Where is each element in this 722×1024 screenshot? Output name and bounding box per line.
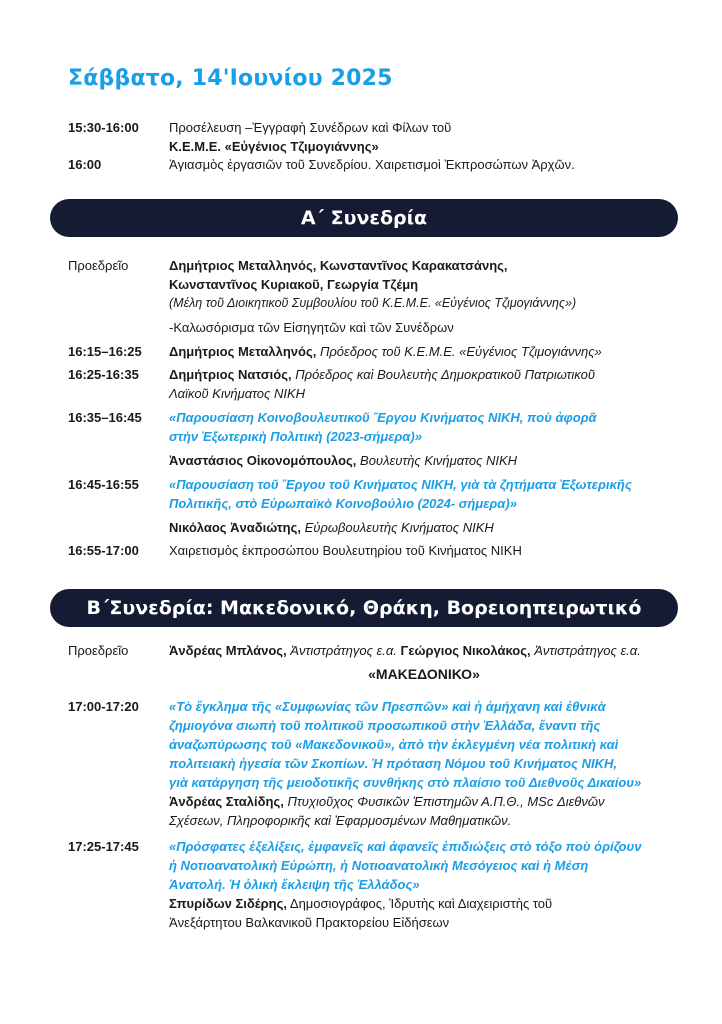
talk-title-line: «Πρόσφατες ἐξελίξεις, ἐμφανεῖς καὶ ἀφανεῖς ἐπιδιώξεις στὸ τόξο ποὺ ὁρίζουν — [169, 839, 642, 854]
speaker-role-cont: Λαϊκοῦ Κινήματος ΝΙΚΗ — [169, 386, 306, 401]
presidium-names-line1: Δημήτριος Μεταλληνός, Κωνσταντῖνος Καρακατσάνης, — [169, 258, 508, 273]
registration-text: Προσέλευση –Ἐγγραφὴ Συνέδρων καὶ Φίλων τοῦ — [169, 120, 452, 135]
time-label: 16:15–16:25 — [68, 344, 142, 359]
speaker-name: Ἀναστάσιος Οἰκονομόπουλος, — [169, 453, 357, 468]
speaker-role: Δημοσιογράφος, Ἱδρυτὴς καὶ Διαχειριστὴς τοῦ — [286, 896, 553, 911]
presidium-role: Ἀντιστράτηγος ε.α. — [530, 643, 641, 658]
time-label: 16:55-17:00 — [68, 543, 139, 558]
session-b-presidium — [68, 641, 678, 661]
schedule-row — [68, 697, 678, 832]
presidium-label: Προεδρεῖο — [68, 643, 129, 658]
session-a-presidium — [68, 256, 678, 316]
speaker-name: Δημήτριος Νατσιός, — [169, 367, 292, 382]
talk-title-line: πολιτειακὴ ἡγεσία τῶν Σκοπίων. Ἡ πρόταση Νόμου τοῦ Κινήματος ΝΙΚΗ, — [169, 756, 617, 771]
speaker-role-cont: Ἀνεξάρτητου Βαλκανικοῦ Πρακτορείου Εἰδήσεων — [169, 915, 450, 930]
talk-title-line1: «Παρουσίαση Κοινοβουλευτικοῦ Ἔργου Κινήματος ΝΙΚΗ, ποὺ ἀφορᾶ — [169, 410, 597, 425]
schedule-row — [68, 365, 678, 405]
presidium-note: (Μέλη τοῦ Διοικητικοῦ Συμβουλίου τοῦ Κ.Ε.Μ.Ε. «Εὐγένιος Τζιμογιάννης») — [169, 296, 577, 310]
time-label: 16:25-16:35 — [68, 367, 139, 382]
talk-title-line: «Τὸ ἔγκλημα τῆς «Συμφωνίας τῶν Πρεσπῶν» καὶ ἡ ἀμήχανη καὶ ἐθνικὰ — [169, 699, 606, 714]
session-a-header: Α΄ Συνεδρία — [50, 199, 678, 237]
speaker-name: Δημήτριος Μεταλληνός, — [169, 344, 317, 359]
schedule-row-blessing — [68, 155, 678, 175]
talk-title-line: ἀναζωπύρωσης τοῦ «Μακεδονικοῦ», ἀπὸ τὴν ἐκλεγμένη νέα πολιτικὴ καὶ — [169, 737, 619, 752]
welcome-text: -Καλωσόρισμα τῶν Εἰσηγητῶν καὶ τῶν Συνέδρων — [169, 320, 454, 335]
talk-title-line: γιὰ κατάργηση τῆς μειοδοτικῆς συνθήκης στὸ πλαίσιο τοῦ Διεθνοῦς Δικαίου» — [169, 775, 642, 790]
time-label: 16:35–16:45 — [68, 410, 142, 425]
welcome-row — [68, 318, 678, 338]
speaker-name: Σπυρίδων Σιδέρης, — [169, 896, 287, 911]
talk-title-line2: στὴν Ἐξωτερικὴ Πολιτικὴ (2023-σήμερα)» — [169, 429, 422, 444]
time-label: 15:30-16:00 — [68, 120, 139, 135]
time-label: 17:25-17:45 — [68, 839, 139, 854]
talk-title-line2: Πολιτικῆς, στὸ Εὐρωπαϊκὸ Κοινοβούλιο (2024- σήμερα)» — [169, 496, 517, 511]
presidium-label: Προεδρεῖο — [68, 258, 129, 273]
blessing-text: Ἁγιασμὸς ἐργασιῶν τοῦ Συνεδρίου. Χαιρετισμοὶ Ἐκπροσώπων Ἀρχῶν. — [169, 157, 575, 172]
schedule-row — [68, 541, 678, 561]
speaker-role: Πτυχιοῦχος Φυσικῶν Ἐπιστημῶν Α.Π.Θ., MSc Διεθνῶν — [283, 794, 605, 809]
talk-title-line1: «Παρουσίαση τοῦ Ἔργου τοῦ Κινήματος ΝΙΚΗ, γιὰ τὰ ζητήματα Ἐξωτερικῆς — [169, 477, 632, 492]
macedonian-subheading: «ΜΑΚΕΔΟΝΙΚΟ» — [368, 666, 480, 682]
subheading-row — [68, 665, 678, 685]
speaker-role: Πρόεδρος τοῦ Κ.Ε.Μ.Ε. «Εὐγένιος Τζιμογιάννης» — [316, 344, 602, 359]
talk-title-line: ἡ Νοτιοανατολικὴ Εὐρώπη, ἡ Νοτιοανατολικὴ Μεσόγειος καὶ ἡ Μέση — [169, 858, 589, 873]
time-label: 16:45-16:55 — [68, 477, 139, 492]
greeting-text: Χαιρετισμὸς ἐκπροσώπου Βουλευτηρίου τοῦ Κινήματος ΝΙΚΗ — [169, 543, 522, 558]
speaker-role: Βουλευτὴς Κινήματος ΝΙΚΗ — [356, 453, 518, 468]
session-b-header: Β΄Συνεδρία: Μακεδονικό, Θράκη, Βορειοηπειρωτικό — [50, 589, 678, 627]
time-label: 16:00 — [68, 157, 102, 172]
speaker-name: Νικόλαος Ἀναδιώτης, — [169, 520, 301, 535]
schedule-row — [68, 475, 678, 537]
schedule-row-registration — [68, 118, 678, 158]
presidium-role: Ἀντιστράτηγος ε.α. — [286, 643, 401, 658]
page-date-heading: Σάββατο, 14'Ιουνίου 2025 — [68, 66, 393, 91]
presidium-names-line2: Κωνσταντῖνος Κυριακοῦ, Γεωργία Τζέμη — [169, 277, 419, 292]
speaker-role: Εὐρωβουλευτὴς Κινήματος ΝΙΚΗ — [300, 520, 494, 535]
schedule-row — [68, 837, 678, 937]
presidium-name: Ἀνδρέας Μπλάνος, — [169, 643, 287, 658]
schedule-row — [68, 408, 678, 470]
presidium-name: Γεώργιος Νικολάκος, — [400, 643, 531, 658]
speaker-role-cont: Σχέσεων, Πληροφορικῆς καὶ Ἐφαρμοσμένων Μαθηματικῶν. — [169, 813, 512, 828]
talk-title-line: Ἀνατολή. Ἡ ὁλικὴ ἔκλειψη τῆς Ἑλλάδος» — [169, 877, 420, 892]
time-label: 17:00-17:20 — [68, 699, 139, 714]
organization-name: Κ.Ε.Μ.Ε. «Εὐγένιος Τζιμογιάννης» — [169, 139, 379, 154]
speaker-name: Ἀνδρέας Σταλίδης, — [169, 794, 284, 809]
speaker-role: Πρόεδρος καὶ Βουλευτὴς Δημοκρατικοῦ Πατριωτικοῦ — [291, 367, 596, 382]
schedule-row — [68, 342, 678, 362]
talk-title-line: ζημιογόνα σιωπὴ τοῦ πολιτικοῦ προσωπικοῦ στὴν Ἑλλάδα, ἔναντι τῆς — [169, 718, 601, 733]
